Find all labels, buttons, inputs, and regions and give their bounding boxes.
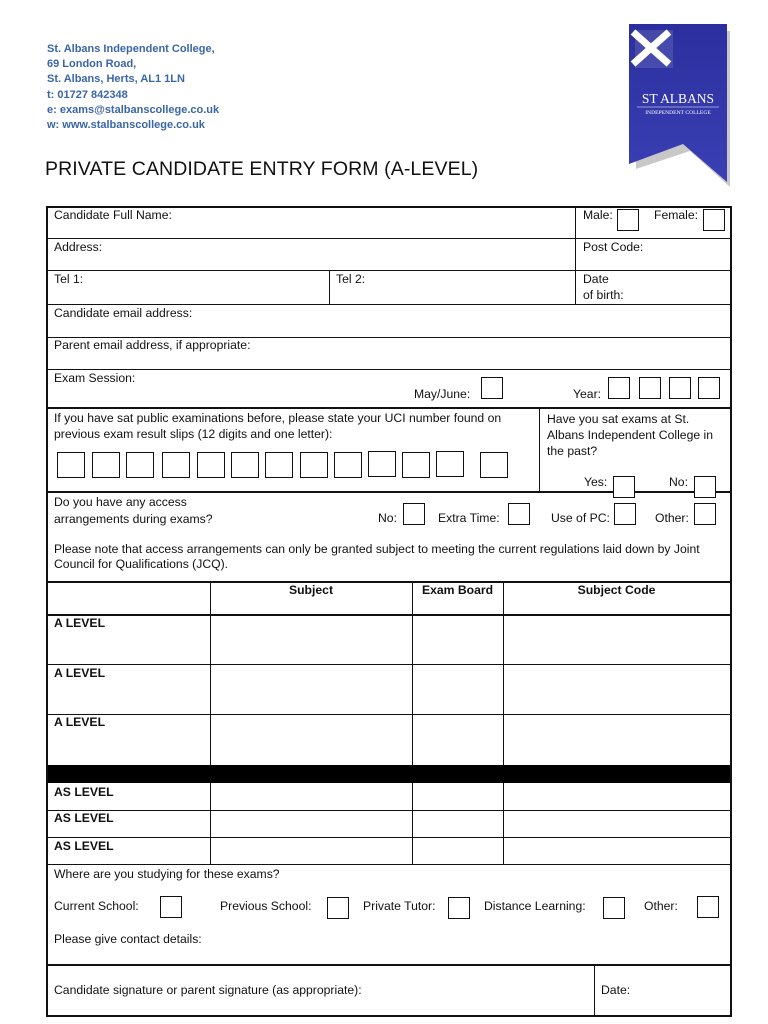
parent-email-label: Parent email address, if appropriate: xyxy=(54,338,251,352)
contact-details-label: Please give contact details: xyxy=(54,932,202,946)
private-tutor-label: Private Tutor: xyxy=(363,899,436,913)
exam-board-header: Exam Board xyxy=(421,583,494,597)
address-line-3: St. Albans, Herts, AL1 1LN xyxy=(47,73,185,86)
year-digit-box[interactable] xyxy=(608,377,630,399)
may-june-label: May/June: xyxy=(414,387,471,401)
uci-char-box[interactable] xyxy=(126,452,154,478)
extra-time-label: Extra Time: xyxy=(438,511,500,525)
access-question: Do you have any access arrangements during exams? xyxy=(54,495,213,526)
female-checkbox[interactable] xyxy=(703,209,725,231)
a-level-row-label: A LEVEL xyxy=(54,715,106,729)
entry-form xyxy=(46,206,732,1017)
address-email: e: exams@stalbanscollege.co.uk xyxy=(47,103,220,116)
uci-char-box[interactable] xyxy=(197,452,225,478)
address-line-1: St. Albans Independent College, xyxy=(47,43,215,55)
study-other-label: Other: xyxy=(644,899,678,913)
college-address xyxy=(47,42,219,133)
access-other-checkbox[interactable] xyxy=(694,503,716,525)
past-exams-yes-label: Yes: xyxy=(584,475,608,489)
full-name-label: Candidate Full Name: xyxy=(54,208,172,222)
use-of-pc-checkbox[interactable] xyxy=(614,503,636,525)
current-school-label: Current School: xyxy=(54,899,139,913)
subject-header: Subject xyxy=(288,583,334,597)
year-label: Year: xyxy=(573,387,602,401)
college-logo xyxy=(627,24,731,186)
address-label: Address: xyxy=(54,240,103,254)
past-exams-no-label: No: xyxy=(669,475,688,489)
distance-learning-label: Distance Learning: xyxy=(484,899,586,913)
access-no-label: No: xyxy=(378,511,397,525)
private-tutor-checkbox[interactable] xyxy=(448,897,470,919)
post-code-label: Post Code: xyxy=(583,240,644,254)
candidate-email-label: Candidate email address: xyxy=(54,306,193,320)
past-exams-yes-checkbox[interactable] xyxy=(613,476,635,498)
dob-label-line1: Date xyxy=(583,272,609,286)
a-level-row-label: A LEVEL xyxy=(54,666,106,680)
address-phone: t: 01727 842348 xyxy=(47,88,128,101)
as-level-row-label: AS LEVEL xyxy=(54,785,114,799)
uci-char-box[interactable] xyxy=(231,452,259,478)
uci-char-box[interactable] xyxy=(92,452,120,478)
tel1-label: Tel 1: xyxy=(54,272,84,286)
distance-learning-checkbox[interactable] xyxy=(603,897,625,919)
use-of-pc-label: Use of PC: xyxy=(551,511,610,525)
uci-letter-box[interactable] xyxy=(480,452,508,478)
access-other-label: Other: xyxy=(655,511,689,525)
uci-char-box[interactable] xyxy=(265,452,293,478)
male-checkbox[interactable] xyxy=(617,209,639,231)
access-note: Please note that access arrangements can only be granted subject to meeting the current regulations laid down by Joint Council for Qualifications (JCQ). xyxy=(54,542,700,571)
uci-char-box[interactable] xyxy=(402,452,430,478)
year-digit-box[interactable] xyxy=(669,377,691,399)
study-other-checkbox[interactable] xyxy=(697,896,719,918)
tel2-label: Tel 2: xyxy=(336,272,366,286)
year-digit-box[interactable] xyxy=(639,377,661,399)
current-school-checkbox[interactable] xyxy=(160,896,182,918)
uci-instructions: If you have sat public examinations before, please state your UCI number found on previous exam result slips (12 digits and one letter): xyxy=(54,411,502,441)
logo-name: ST ALBANS xyxy=(641,91,715,106)
previous-school-label: Previous School: xyxy=(220,899,312,913)
section-divider-bar xyxy=(48,765,730,783)
uci-char-box[interactable] xyxy=(162,452,190,478)
logo-subtitle: INDEPENDENT COLLEGE xyxy=(645,110,711,116)
form-title: PRIVATE CANDIDATE ENTRY FORM (A-LEVEL) xyxy=(45,158,479,180)
a-level-row-label: A LEVEL xyxy=(54,616,106,630)
signature-label: Candidate signature or parent signature (as appropriate): xyxy=(54,983,362,997)
subject-code-header: Subject Code xyxy=(577,583,656,597)
address-web: w: www.stalbanscollege.co.uk xyxy=(47,119,205,132)
address-line-2: 69 London Road, xyxy=(47,58,137,71)
male-label: Male: xyxy=(583,208,613,222)
past-exams-question: Have you sat exams at St. Albans Independent College in the past? xyxy=(547,412,714,458)
female-label: Female: xyxy=(654,208,699,222)
exam-session-label: Exam Session: xyxy=(54,371,136,385)
uci-char-box[interactable] xyxy=(57,452,85,478)
uci-char-box[interactable] xyxy=(334,452,362,478)
as-level-row-label: AS LEVEL xyxy=(54,811,114,825)
date-label: Date: xyxy=(601,983,631,997)
past-exams-no-checkbox[interactable] xyxy=(694,476,716,498)
year-digit-box[interactable] xyxy=(698,377,720,399)
access-no-checkbox[interactable] xyxy=(403,503,425,525)
as-level-row-label: AS LEVEL xyxy=(54,839,114,853)
uci-char-box[interactable] xyxy=(436,451,464,477)
study-question: Where are you studying for these exams? xyxy=(54,867,280,881)
previous-school-checkbox[interactable] xyxy=(327,897,349,919)
extra-time-checkbox[interactable] xyxy=(508,503,530,525)
may-june-checkbox[interactable] xyxy=(481,377,503,399)
uci-char-box[interactable] xyxy=(300,452,328,478)
dob-label-line2: of birth: xyxy=(583,288,624,302)
uci-char-box[interactable] xyxy=(368,451,396,477)
